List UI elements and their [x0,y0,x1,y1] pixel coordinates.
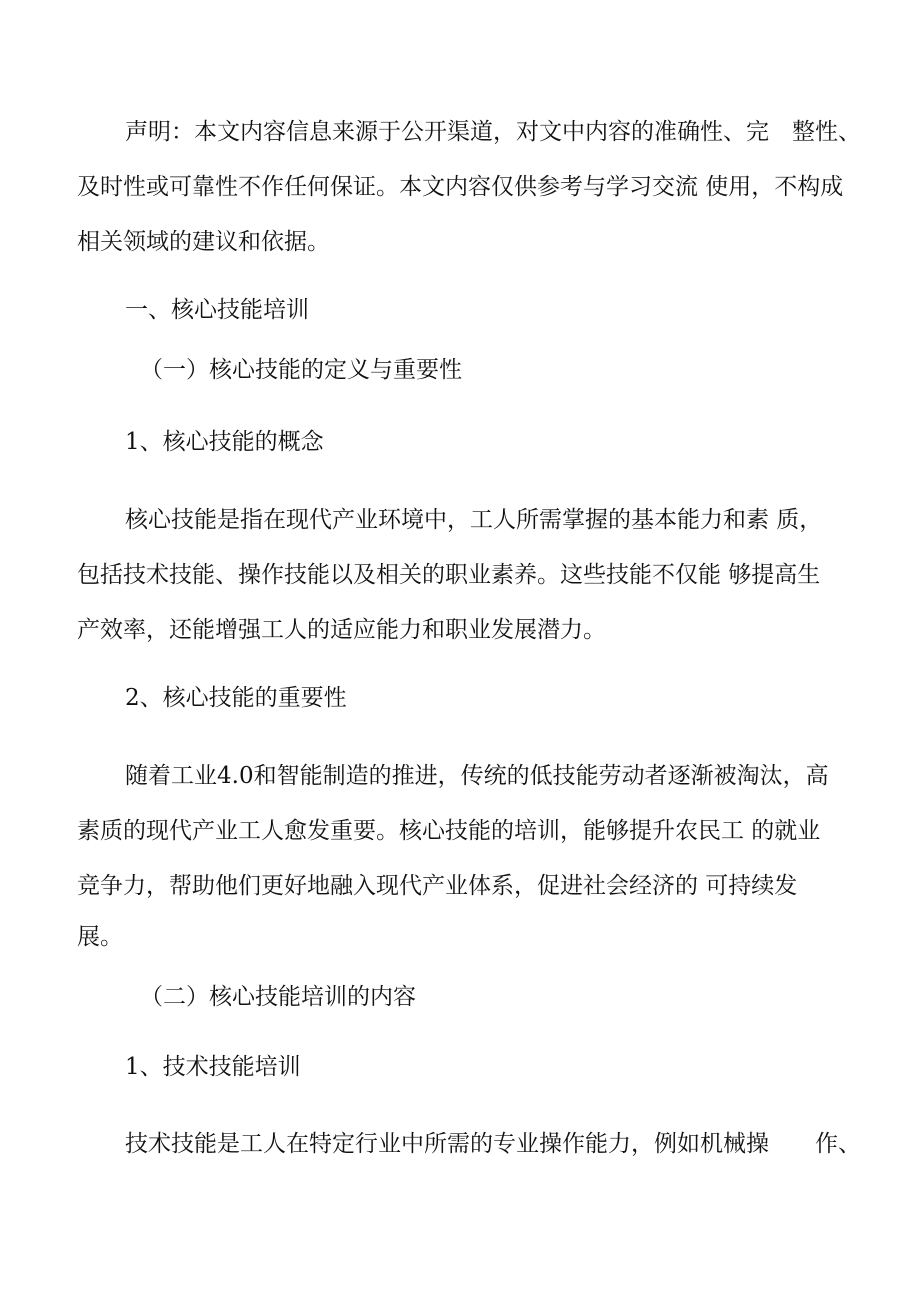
item1-line-2: 包括技术技能、操作技能以及相关的职业素养。这些技能不仅能 够提高生 [77,562,821,588]
item2-line-1: 随着工业4.0和智能制造的推进，传统的低技能劳动者逐渐被淘汰，高 [125,763,829,789]
disclaimer-line-3: 相关领域的建议和依据。 [77,229,330,255]
item3-line-1: 技术技能是工人在特定行业中所需的专业操作能力，例如机械操 作、 [125,1131,861,1157]
subsection-heading-2: （二）核心技能培训的内容 [140,984,416,1010]
subsection-heading-1: （一）核心技能的定义与重要性 [140,357,462,383]
disclaimer-line-2: 及时性或可靠性不作任何保证。本文内容仅供参考与学习交流 使用，不构成 [77,174,844,200]
item-heading-3: 1、技术技能培训 [125,1054,301,1080]
item2-line-2: 素质的现代产业工人愈发重要。核心技能的培训，能够提升农民工 的就业 [77,818,821,844]
item2-line-3: 竞争力，帮助他们更好地融入现代产业体系，促进社会经济的 可持续发 [77,873,798,899]
item1-line-3: 产效率，还能增强工人的适应能力和职业发展潜力。 [77,617,606,643]
item1-line-1: 核心技能是指在现代产业环境中，工人所需掌握的基本能力和素 质， [125,507,823,533]
item-heading-1: 1、核心技能的概念 [125,429,324,455]
section-heading-1: 一、核心技能培训 [125,297,309,323]
item2-line-4: 展。 [77,924,123,950]
disclaimer-line-1: 声明：本文内容信息来源于公开渠道，对文中内容的准确性、完 整性、 [125,119,861,145]
item-heading-2: 2、核心技能的重要性 [125,685,347,711]
